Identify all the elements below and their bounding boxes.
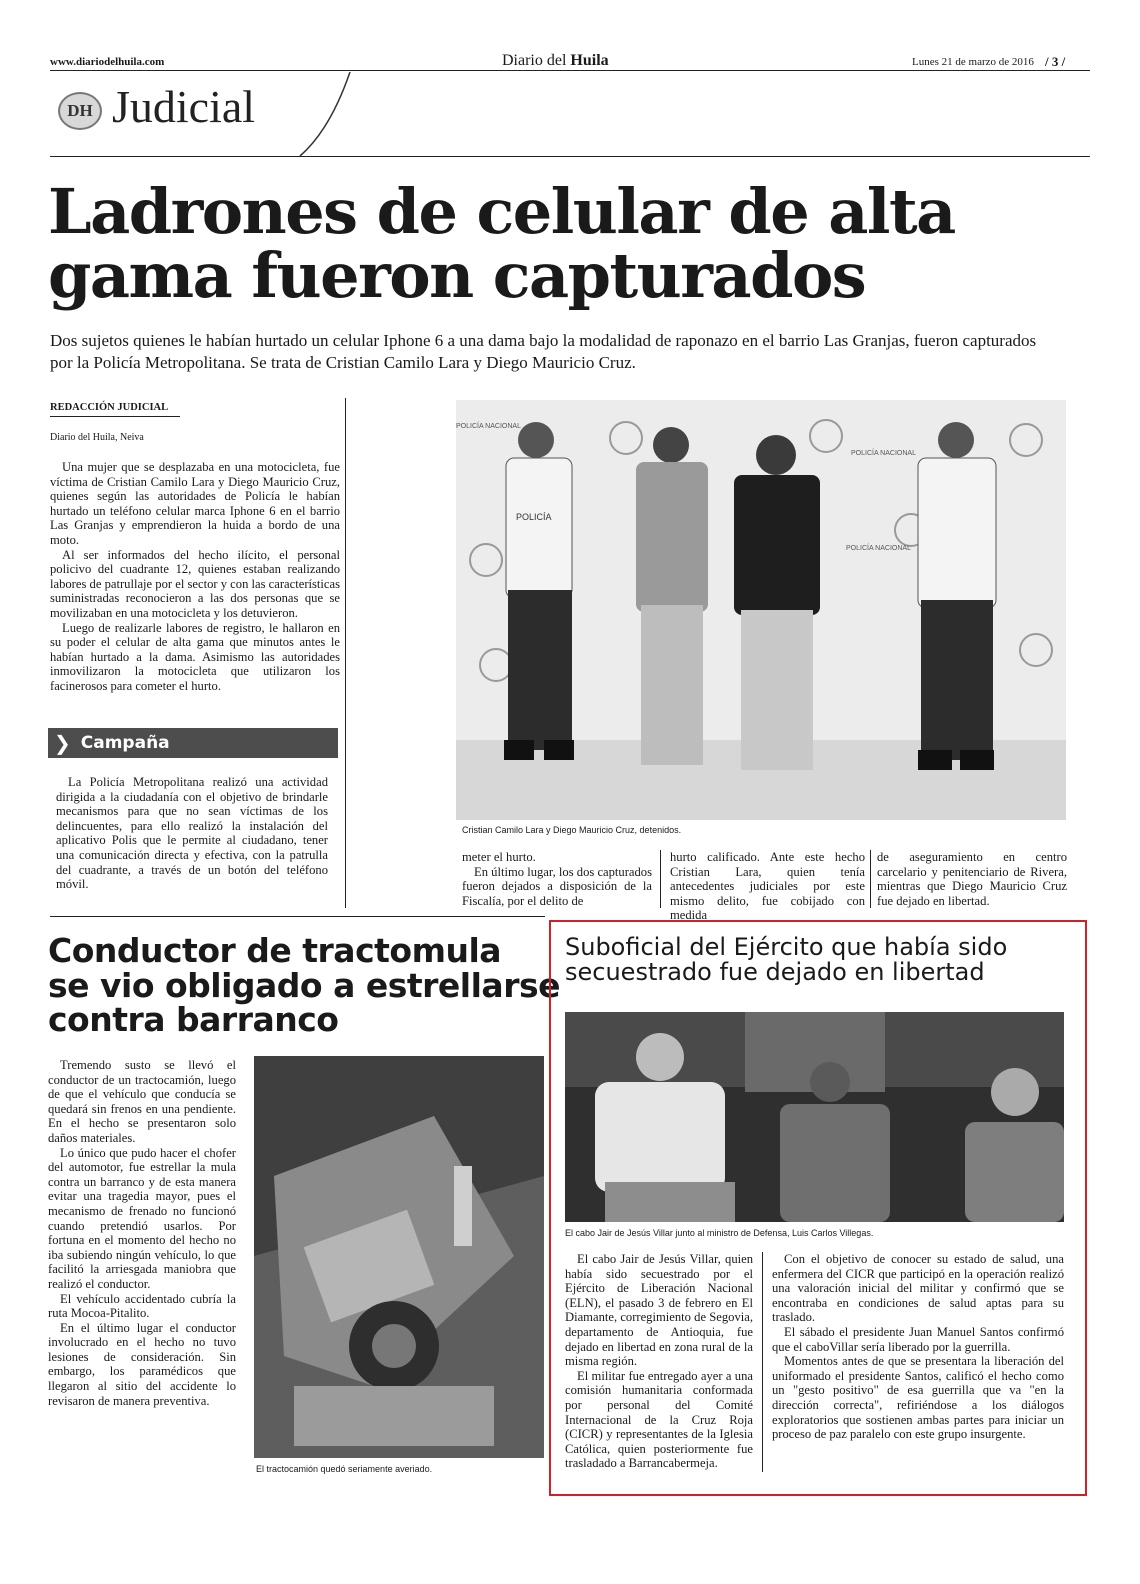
section-swoosh [290, 70, 360, 160]
paragraph: En último lugar, los dos capturados fueron dejados a disposición de la Fiscalía, por el delito de [462, 864, 652, 908]
byline-rule [50, 416, 180, 417]
paragraph: Tremendo susto se llevó el conductor de un tractocamión, luego de que el vehículo que conducía se quedará sin frenos en una pendiente. En el hecho se presentaron solo daños materiales. [48, 1058, 236, 1145]
column-divider [660, 850, 661, 908]
soldier-headline-line2: secuestrado fue dejado en libertad [565, 958, 985, 987]
main-deck: Dos sujetos quienes le habían hurtado un celular Iphone 6 a una dama bajo la modalidad de raponazo en el barrio Las Granjas, fueron capturados por la Policía Metropolitana. Se trata de Cristian Camilo Lara y Diego Mauricio Cruz. [50, 331, 1037, 372]
story-separator [50, 916, 545, 917]
section-title: Judicial [112, 81, 256, 132]
masthead-name: Diario del [502, 52, 567, 69]
byline: REDACCIÓN JUDICIAL [50, 402, 169, 413]
continuation-col-2 [670, 850, 865, 923]
continuation-col-3 [877, 850, 1067, 908]
paragraph: En el último lugar el conductor involucrado en el hecho no tuvo lesiones de consideración. Sin embargo, los paramédicos que llegaron al sitio del accidente lo revisaron de manera preventiva. [48, 1320, 236, 1408]
section-logo: DH [58, 92, 102, 130]
column-divider [870, 850, 871, 908]
paragraph: Lo único que pudo hacer el chofer del automotor, fue estrellar la mula contra un barranco y de esta manera evitar una tragedia mayor, pues el mecanismo de frenado no funcionó cuando pretendió usarlos. Por fortuna en el momento del hecho no iba subiendo ningún vehículo, lo que facilitó la arriesgada maniobra que realizó el conductor. [48, 1145, 236, 1291]
truck-headline-line1: Conductor de tractomula [48, 931, 502, 970]
section-rule [50, 156, 1090, 157]
campana-title: Campaña [80, 733, 170, 753]
backdrop-sign-text: POLICÍA NACIONAL [851, 450, 916, 457]
truck-headline-line2: se vio obligado a estrellarse [48, 965, 560, 1005]
truck-photo-image [254, 1056, 544, 1458]
backdrop-sign-text: POLICÍA NACIONAL [456, 423, 521, 430]
officer-right-figure [918, 422, 996, 770]
column-divider [345, 398, 346, 908]
detainee-1-figure [636, 427, 708, 765]
main-headline-line2: gama fueron capturados [48, 239, 866, 312]
arrest-photo-caption: Cristian Camilo Lara y Diego Mauricio Cruz, detenidos. [462, 825, 682, 835]
backdrop-sign-text: POLICÍA NACIONAL [846, 545, 911, 552]
main-story-body [50, 460, 340, 710]
truck-photo-caption: El tractocamión quedó seriamente averiado. [256, 1464, 433, 1474]
paragraph: El sábado el presidente Juan Manuel Santos confirmó que el caboVillar sería liberado por la guerrilla. [772, 1324, 1064, 1354]
column-divider [762, 1252, 763, 1472]
continuation-col-1 [462, 850, 652, 908]
officer-left-figure [504, 422, 574, 760]
paragraph: meter el hurto. [462, 850, 536, 864]
campana-text [56, 775, 328, 892]
paragraph: Luego de realizarle labores de registro, le hallaron en su poder el celular de alta gama que minutos antes le habían hurtado a la dama. Asimismo las autoridades inmovilizaron la motocicleta que utilizaron los facinerosos para cometer el hurto. [50, 620, 340, 693]
truck-headline [48, 931, 560, 1040]
campana-header [48, 728, 338, 758]
paragraph: Una mujer que se desplazaba en una motocicleta, fue víctima de Cristian Camilo Lara y Diego Mauricio Cruz, quienes según las autoridades de Policía le habían hurtado un teléfono celular marca Iphone 6 en el barrio Las Granjas y emprendieron la huida a bordo de una moto. [50, 460, 340, 547]
truck-headline-line3: contra barranco [48, 1000, 339, 1040]
soldier-photo-image [565, 1012, 1064, 1222]
paragraph: El vehículo accidentado cubría la ruta Mocoa-Pitalito. [48, 1291, 236, 1321]
soldier-photo [565, 1012, 1064, 1222]
paragraph: Al ser informados del hecho ilícito, el personal policivo del cuadrante 12, quienes estaban realizando labores de patrullaje por el sector y con las características suministradas reconocieron a las dos personas que se movilizaban en una motocicleta y los detuvieron. [50, 547, 340, 620]
truck-photo [254, 1056, 544, 1458]
paragraph: Momentos antes de que se presentara la liberación del uniformado el presidente Santos, calificó el hecho como un "gesto positivo" de esa guerrilla que va "en la dirección correcta", refiriéndose a los diálogos exploratorios que sostienen ambas partes para iniciar un proceso de paz paralelo con este grupo insurgente. [772, 1354, 1064, 1442]
paragraph: hurto calificado. Ante este hecho Cristian Lara, quien tenía antecedentes judiciales por este mismo delito, fue cobijado con medida [670, 850, 865, 923]
page-number: / 3 / [1045, 54, 1066, 69]
soldier-photo-caption: El cabo Jair de Jesús Villar junto al ministro de Defensa, Luis Carlos Villegas. [565, 1228, 874, 1238]
main-headline-line1: Ladrones de celular de alta [48, 175, 955, 248]
paragraph: La Policía Metropolitana realizó una actividad dirigida a la ciudadanía con el objetivo de brindarle mecanismos para que no sean víctimas de los delincuentes, para ello realizó la instalación del aplicativo Polis que le permite al ciudadano, tener una comunicación directa y efectiva, con la patrulla del cuadrante, a través de un botón del teléfono móvil. [56, 775, 328, 892]
arrest-photo [456, 400, 1066, 820]
dateline: Diario del Huila, Neiva [50, 432, 144, 443]
detainee-2-figure [734, 435, 820, 770]
header-rule [50, 70, 1090, 71]
soldier-headline [565, 935, 1007, 985]
paragraph: Con el objetivo de conocer su estado de salud, una enfermera del CICR que participó en la operación realizó una valoración inicial del militar y confirmó que se encontraba en condiciones de salud aptas para su traslado. [772, 1252, 1064, 1325]
paragraph: El cabo Jair de Jesús Villar, quien había sido secuestrado por el Ejército de Liberación Nacional (ELN), el pasado 3 de febrero en El Diamante, corregimiento de Segovia, departamento de Antioquia, fue dejado en libertad en zona rural de la misma región. [565, 1252, 753, 1369]
truck-story-body [48, 1058, 236, 1488]
website-url[interactable]: www.diariodelhuila.com [50, 56, 165, 68]
soldier-col-1 [565, 1252, 753, 1471]
soldier-headline-line1: Suboficial del Ejército que había sido [565, 933, 1008, 961]
masthead-name-bold: Huila [570, 52, 609, 69]
issue-date: Lunes 21 de marzo de 2016 [912, 56, 1034, 68]
arrest-photo-image [456, 400, 1066, 820]
masthead [502, 52, 609, 70]
vest-text: POLICÍA [516, 512, 552, 522]
chevron-right-icon: ❯ [54, 731, 71, 755]
soldier-col-2 [772, 1252, 1064, 1442]
paragraph: de aseguramiento en centro carcelario y penitenciario de Rivera, mientras que Diego Mauricio Cruz fue dejado en libertad. [877, 850, 1067, 908]
main-headline [48, 175, 955, 312]
paragraph: El militar fue entregado ayer a una comisión humanitaria conformada por personal del Comité Internacional de la Cruz Roja (CICR) y representantes de la Iglesia Católica, quien posteriormente fue trasladado a Barrancabermeja. [565, 1368, 753, 1471]
